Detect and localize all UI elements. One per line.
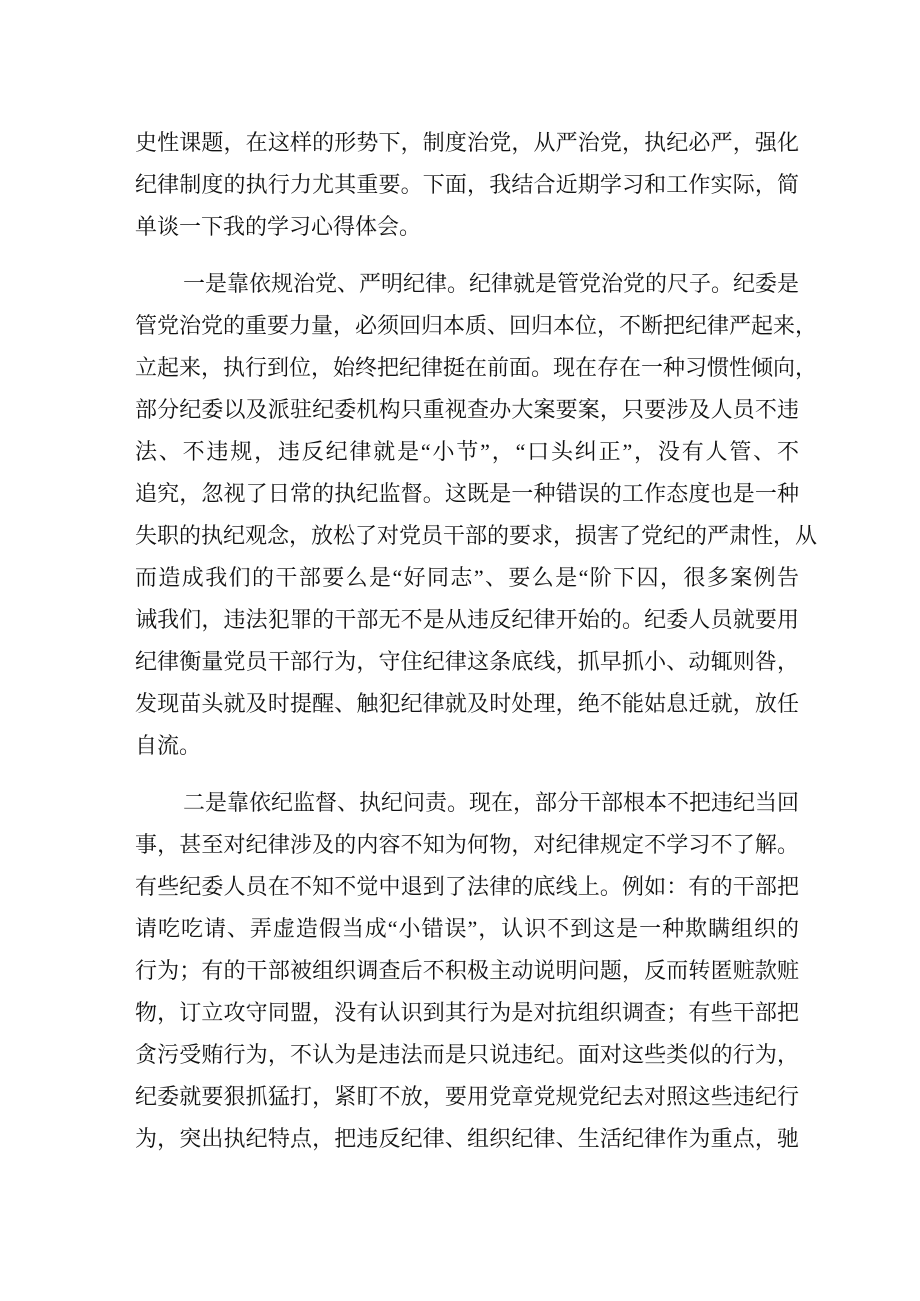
text-line: 诫我们，违法犯罪的干部无不是从违反纪律开始的。纪委人员就要用 bbox=[135, 607, 799, 632]
text-line: 史性课题，在这样的形势下，制度治党，从严治党，执纪必严，强化 bbox=[135, 130, 799, 155]
text-line: 失职的执纪观念，放松了对党员干部的要求，损害了党纪的严肃性，从 bbox=[135, 523, 818, 548]
text-line: 有些纪委人员在不知不觉中退到了法律的底线上。例如：有的干部把 bbox=[135, 874, 799, 899]
text-line: 单谈一下我的学习心得体会。 bbox=[135, 214, 422, 239]
text-line: 纪委就要狠抓猛打，紧盯不放，要用党章党规党纪去对照这些违纪行 bbox=[135, 1084, 799, 1109]
text-line: 而造成我们的干部要么是“好同志”、要么是“阶下囚，很多案例告 bbox=[135, 565, 799, 590]
text-line: 纪律制度的执行力尤其重要。下面，我结合近期学习和工作实际，简 bbox=[135, 172, 799, 197]
text-line: 管党治党的重要力量，必须回归本质、回归本位，不断把纪律严起来， bbox=[135, 313, 818, 338]
text-line: 法、不违规，违反纪律就是“小节”，“口头纠正”，没有人管、不 bbox=[135, 439, 799, 464]
text-line: 一是靠依规治党、严明纪律。纪律就是管党治党的尺子。纪委是 bbox=[183, 271, 800, 296]
text-line: 立起来，执行到位，始终把纪律挺在前面。现在存在一种习惯性倾向， bbox=[135, 355, 818, 380]
text-line: 追究，忽视了日常的执纪监督。这既是一种错误的工作态度也是一种 bbox=[135, 481, 799, 506]
text-line: 自流。 bbox=[135, 733, 202, 758]
text-line: 贪污受贿行为，不认为是违法而是只说违纪。面对这些类似的行为， bbox=[135, 1042, 799, 1067]
text-line: 部分纪委以及派驻纪委机构只重视查办大案要案，只要涉及人员不违 bbox=[135, 397, 799, 422]
text-line: 发现苗头就及时提醒、触犯纪律就及时处理，绝不能姑息迁就，放任 bbox=[135, 691, 799, 716]
text-line: 事，甚至对纪律涉及的内容不知为何物，对纪律规定不学习不了解。 bbox=[135, 832, 799, 857]
text-line: 请吃吃请、弄虚造假当成“小错误”，认识不到这是一种欺瞒组织的 bbox=[135, 916, 799, 941]
text-line: 二是靠依纪监督、执纪问责。现在，部分干部根本不把违纪当回 bbox=[183, 790, 800, 815]
text-line: 物，订立攻守同盟，没有认识到其行为是对抗组织调查；有些干部把 bbox=[135, 1000, 799, 1025]
text-line: 纪律衡量党员干部行为，守住纪律这条底线，抓早抓小、动辄则咎， bbox=[135, 649, 799, 674]
text-line: 为，突出执纪特点，把违反纪律、组织纪律、生活纪律作为重点，驰 bbox=[135, 1126, 799, 1151]
text-line: 行为；有的干部被组织调查后不积极主动说明问题，反而转匿赃款赃 bbox=[135, 958, 799, 983]
